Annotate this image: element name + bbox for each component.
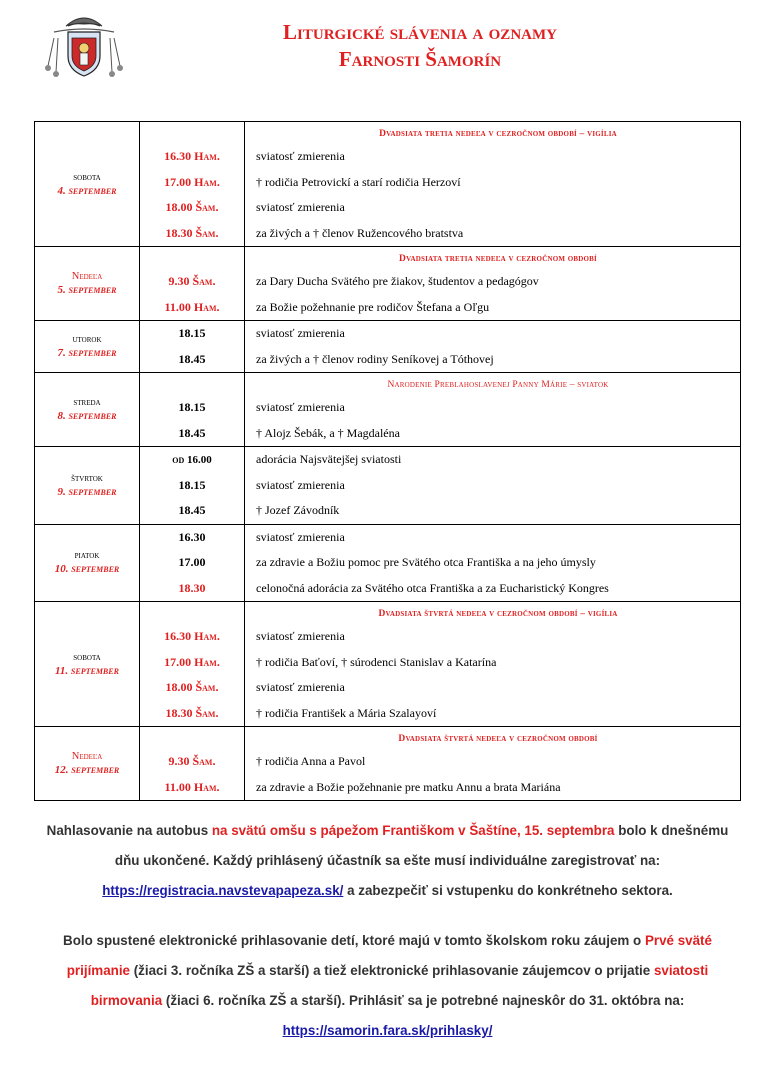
times-cell <box>140 122 245 247</box>
mass-time: 18.45 <box>178 503 206 517</box>
time-line <box>140 650 244 676</box>
feast-heading: Narodenie Preblahoslavenej Panny Márie – sviatok <box>387 380 609 390</box>
day-date: 4. september <box>57 184 117 197</box>
intention-text: za živých a † členov rodiny Seníkovej a Tóthovej <box>256 351 494 366</box>
feast-heading: Dvadsiata tretia nedeľa v cezročnom období – vigília <box>379 129 617 139</box>
time-line <box>140 295 244 321</box>
time-line <box>140 749 244 775</box>
notice1-text-2: bolo k dnešnému dňu ukončené. Každý prihlásený účastník sa ešte musí individuálne zaregistrovať na: <box>114 823 729 868</box>
mass-time: 18.30 <box>178 580 206 595</box>
intention-text: sviatosť zmierenia <box>256 400 345 414</box>
day-cell <box>35 602 140 727</box>
mass-time: 18.45 <box>178 351 206 366</box>
intention-text: sviatosť zmierenia <box>256 529 345 544</box>
intention-text: † Jozef Závodník <box>256 503 340 517</box>
day-date: 11. september <box>55 664 119 677</box>
mass-time: 11.00 Ham. <box>164 299 220 314</box>
time-line <box>140 498 244 524</box>
notice2-text-2: (žiaci 3. ročníka ZŠ a starší) a tiež elektronické prihlasovanie záujemcov o prijatie <box>130 963 654 978</box>
intentions-cell <box>245 122 741 247</box>
time-line <box>140 421 244 447</box>
mass-time: 17.00 <box>178 555 206 569</box>
mass-time: 9.30 Šam. <box>168 754 216 768</box>
time-line <box>140 525 244 551</box>
notice1-text: Nahlasovanie na autobus <box>46 823 212 838</box>
mass-time: 18.45 <box>178 425 206 440</box>
day-cell <box>35 321 140 373</box>
time-line <box>140 447 244 473</box>
day-date: 8. september <box>57 410 117 422</box>
time-line <box>140 321 244 347</box>
day-row <box>35 122 741 247</box>
day-name: štvrtok <box>71 472 103 484</box>
intentions-cell <box>245 247 741 321</box>
time-line <box>140 675 244 701</box>
intention-text: za Božie požehnanie pre rodičov Štefana a Oľgu <box>256 299 490 314</box>
day-cell <box>35 247 140 321</box>
notice2-highlight-confirmation: sviatosti birmovania <box>90 963 709 1008</box>
heading-spacer <box>140 122 244 144</box>
mass-time: 18.15 <box>178 477 206 492</box>
mass-time: 18.15 <box>178 400 206 414</box>
day-row <box>35 524 741 602</box>
day-date: 12. september <box>54 764 120 776</box>
day-name: sobota <box>73 651 101 663</box>
intention-text: † rodičia Baťoví, † súrodenci Stanislav a Katarína <box>256 654 497 669</box>
mass-time: 17.00 Ham. <box>164 174 220 189</box>
heading-spacer <box>140 727 244 749</box>
mass-time: 18.30 Šam. <box>165 705 219 720</box>
day-cell <box>35 524 140 602</box>
intentions-cell <box>245 447 741 525</box>
mass-time: 16.30 Ham. <box>164 629 220 643</box>
mass-time: 9.30 Šam. <box>168 274 216 288</box>
time-line <box>140 550 244 576</box>
intention-text: sviatosť zmierenia <box>256 680 345 694</box>
time-line <box>140 195 244 221</box>
day-name: Nedeľa <box>71 271 103 282</box>
intention-text: za živých a † členov Ružencového bratstva <box>256 225 464 240</box>
day-row <box>35 373 741 447</box>
mass-time: 11.00 Ham. <box>164 779 220 794</box>
day-date: 7. september <box>57 347 117 359</box>
notice1-highlight: na svätú omšu s pápežom Františkom v Šaštíne, 15. septembra <box>211 823 615 838</box>
notice1-text-3: a zabezpečiť si vstupenku do konkrétneho sektora. <box>343 883 673 898</box>
parish-coat-of-arms-logo <box>44 12 124 82</box>
times-cell <box>140 373 245 447</box>
day-date: 10. september <box>54 563 120 576</box>
heading-spacer <box>140 373 244 395</box>
intention-text: sviatosť zmierenia <box>256 629 345 643</box>
intentions-cell <box>245 321 741 373</box>
mass-time: 16.30 <box>178 529 206 544</box>
mass-time: 18.00 Šam. <box>165 680 219 694</box>
time-line <box>140 144 244 170</box>
times-cell <box>140 247 245 321</box>
time-line <box>140 269 244 295</box>
times-cell <box>140 524 245 602</box>
mass-time: 18.15 <box>178 326 206 340</box>
time-line <box>140 473 244 499</box>
prihlasky-link[interactable]: https://samorin.fara.sk/prihlasky/ <box>282 1023 493 1038</box>
time-line <box>140 221 244 247</box>
time-line <box>140 395 244 421</box>
time-line <box>140 347 244 373</box>
times-cell <box>140 321 245 373</box>
intention-text: sviatosť zmierenia <box>256 326 345 340</box>
mass-time: 18.00 Šam. <box>165 200 219 214</box>
notice2-text: Bolo spustené elektronické prihlasovanie detí, ktoré majú v tomto školskom roku záujem o <box>63 933 645 948</box>
time-line <box>140 701 244 727</box>
mass-time: 18.30 Šam. <box>165 225 219 240</box>
intention-text: † Alojz Šebák, a † Magdaléna <box>256 425 400 440</box>
intention-text: sviatosť zmierenia <box>256 477 345 492</box>
day-date: 9. september <box>57 485 117 498</box>
notice2-highlight-communion: Prvé sväté prijímanie <box>66 933 712 978</box>
intentions-cell <box>245 373 741 447</box>
feast-heading: Dvadsiata štvrtá nedeľa v cezročnom období – vigília <box>378 609 618 619</box>
intention-text: za zdravie a Božie požehnanie pre matku Annu a brata Mariána <box>256 779 561 794</box>
heading-spacer <box>140 602 244 624</box>
day-name: piatok <box>74 550 100 562</box>
registration-link[interactable]: https://registracia.navstevapapeza.sk/ <box>102 883 344 898</box>
intentions-cell <box>245 727 741 801</box>
heading-spacer <box>140 247 244 269</box>
day-row <box>35 321 741 373</box>
time-line <box>140 170 244 196</box>
intentions-cell <box>245 602 741 727</box>
page-subtitle: Farnosti Šamorín <box>338 47 502 71</box>
day-cell <box>35 373 140 447</box>
day-name: Nedeľa <box>71 751 103 762</box>
mass-time: 16.30 Ham. <box>164 149 220 163</box>
day-row <box>35 247 741 321</box>
feast-heading: Dvadsiata tretia nedeľa v cezročnom období <box>399 254 597 264</box>
day-name: sobota <box>73 171 101 183</box>
times-cell <box>140 447 245 525</box>
intention-text: adorácia Najsvätejšej sviatosti <box>256 452 402 466</box>
feast-heading: Dvadsiata štvrtá nedeľa v cezročnom období <box>398 734 598 744</box>
intention-text: † rodičia Anna a Pavol <box>256 754 366 768</box>
day-row <box>35 727 741 801</box>
intention-text: za Dary Ducha Svätého pre žiakov, študentov a pedagógov <box>256 274 539 288</box>
day-name: utorok <box>72 334 102 345</box>
day-row <box>35 447 741 525</box>
day-cell <box>35 447 140 525</box>
time-line <box>140 775 244 801</box>
intention-text: sviatosť zmierenia <box>256 200 345 214</box>
time-line <box>140 576 244 602</box>
intention-text: za zdravie a Božiu pomoc pre Svätého otca Františka a na jeho úmysly <box>256 555 596 569</box>
time-line <box>140 624 244 650</box>
page-title: Liturgické slávenia a oznamy <box>283 20 557 44</box>
mass-time: 17.00 Ham. <box>164 654 220 669</box>
intentions-cell <box>245 524 741 602</box>
day-cell <box>35 122 140 247</box>
intention-text: † rodičia František a Mária Szalayoví <box>256 705 437 720</box>
day-date: 5. september <box>57 284 117 296</box>
day-row <box>35 602 741 727</box>
day-cell <box>35 727 140 801</box>
notice2-text-3: (žiaci 6. ročníka ZŠ a starší). Prihlásiť sa je potrebné najneskôr do 31. októbra na: <box>162 993 685 1008</box>
mass-time: od 16.00 <box>172 454 212 466</box>
day-name: streda <box>73 397 101 408</box>
notice-bus-registration <box>34 816 741 906</box>
times-cell <box>140 602 245 727</box>
notice-sacraments-registration <box>34 926 741 1046</box>
intention-text: sviatosť zmierenia <box>256 149 345 163</box>
intention-text: † rodičia Petrovickí a starí rodičia Herzoví <box>256 174 461 189</box>
intention-text: celonočná adorácia za Svätého otca Františka a za Eucharistický Kongres <box>256 580 609 595</box>
liturgy-schedule-table <box>34 121 741 801</box>
times-cell <box>140 727 245 801</box>
